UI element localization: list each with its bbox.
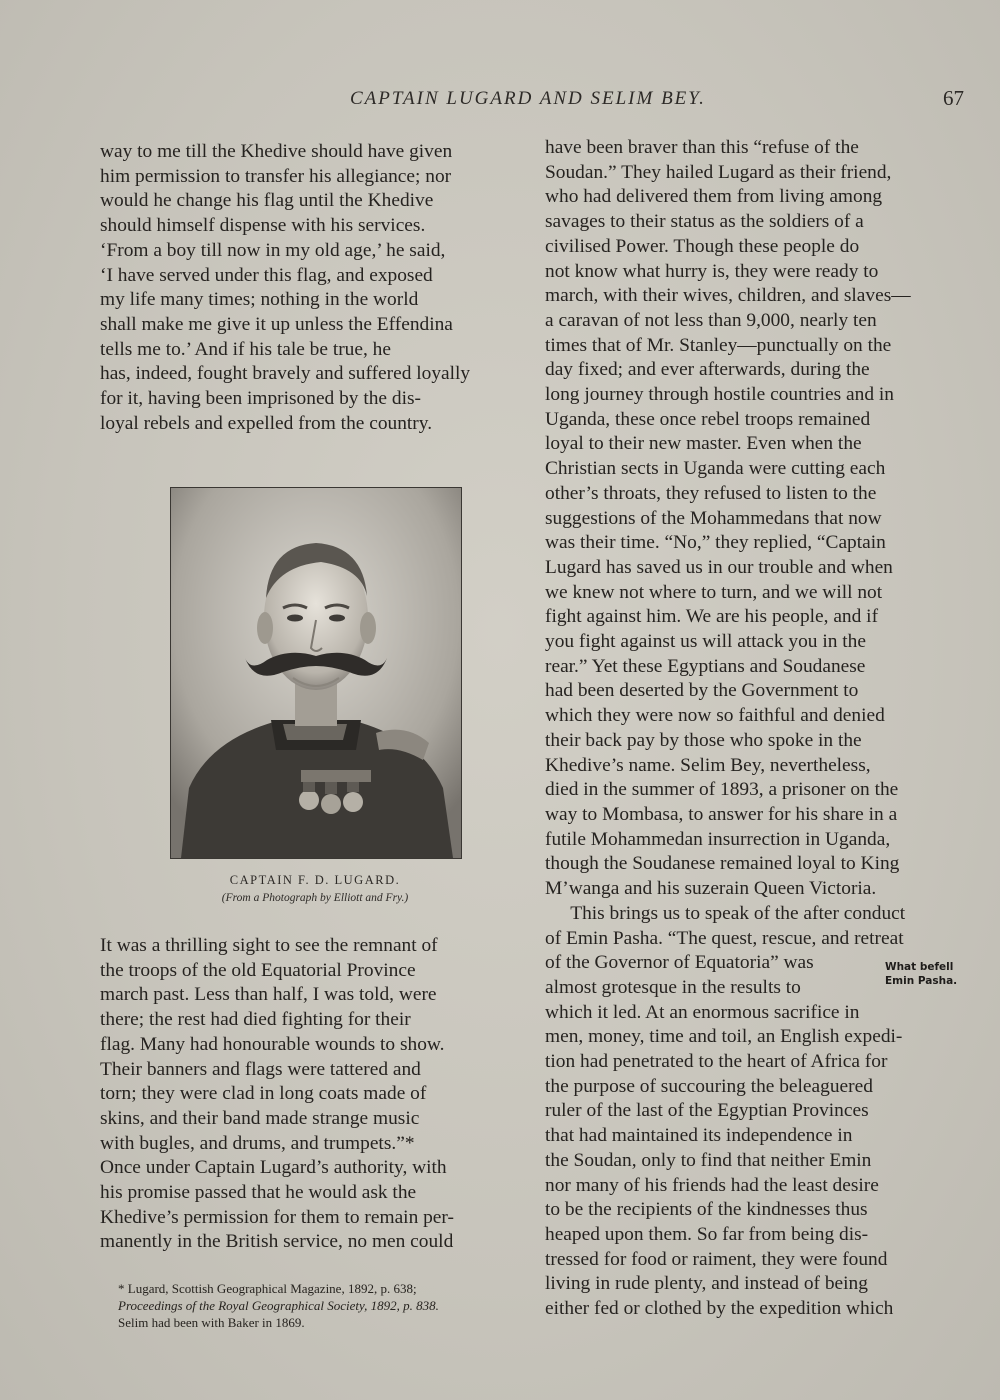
- text-line: civilised Power. Though these people do: [545, 235, 860, 257]
- text-line: the Soudan, only to find that neither Emin: [545, 1149, 872, 1171]
- text-line: would he change his flag until the Khedive: [100, 190, 434, 212]
- text-line: times that of Mr. Stanley—punctually on the: [545, 334, 892, 356]
- text-line: who had delivered them from living among: [545, 186, 883, 208]
- text-line: suggestions of the Mohammedans that now: [545, 507, 882, 529]
- text-line: him permission to transfer his allegiance; nor: [100, 165, 452, 187]
- text-line: though the Soudanese remained loyal to King: [545, 853, 900, 875]
- text-line: ruler of the last of the Egyptian Provinces: [545, 1100, 869, 1122]
- text-line: tion had penetrated to the heart of Africa for: [545, 1051, 888, 1073]
- text-line: was their time. “No,” they replied, “Captain: [545, 532, 886, 554]
- text-line: have been braver than this “refuse of the: [545, 137, 859, 158]
- text-line: Khedive’s name. Selim Bey, nevertheless,: [545, 754, 871, 776]
- text-line: way to Mombasa, to answer for his share in a: [545, 803, 898, 825]
- text-line: Soudan.” They hailed Lugard as their friend,: [545, 161, 892, 183]
- text-line: of Emin Pasha. “The quest, rescue, and retreat: [545, 927, 904, 949]
- text-line: Their banners and flags were tattered and: [100, 1058, 421, 1080]
- text-line: nor many of his friends had the least desire: [545, 1174, 879, 1196]
- text-line: Khedive’s permission for them to remain per-: [100, 1206, 454, 1228]
- text-line: Uganda, these once rebel troops remained: [545, 408, 871, 430]
- text-line: my life many times; nothing in the world: [100, 289, 419, 311]
- text-line: ‘I have served under this flag, and exposed: [100, 264, 433, 286]
- right-column: [545, 136, 970, 1322]
- text-line: tells me to.’ And if his tale be true, he: [100, 338, 391, 360]
- text-line: march past. Less than half, I was told, were: [100, 984, 437, 1006]
- text-line: his promise passed that he would ask the: [100, 1182, 417, 1204]
- text-line: which it led. At an enormous sacrifice in: [545, 1001, 860, 1023]
- text-line: the troops of the old Equatorial Province: [100, 959, 416, 981]
- text-line: of the Governor of Equatoria” was: [545, 952, 814, 974]
- text-line: Christian sects in Uganda were cutting each: [545, 458, 886, 480]
- portrait-image: [171, 488, 461, 858]
- text-line: shall make me give it up unless the Effendina: [100, 313, 453, 335]
- text-line: you fight against us will attack you in the: [545, 631, 866, 653]
- text-line: to be the recipients of the kindnesses thus: [545, 1199, 868, 1221]
- footnote-line: Selim had been with Baker in 1869.: [118, 1315, 305, 1330]
- text-line: a caravan of not less than 9,000, nearly ten: [545, 309, 877, 331]
- text-line: This brings us to speak of the after conduct: [570, 902, 906, 924]
- text-line: futile Mohammedan insurrection in Uganda,: [545, 828, 891, 850]
- text-line: rear.” Yet these Egyptians and Soudanese: [545, 655, 866, 677]
- text-line: Lugard has saved us in our trouble and when: [545, 556, 893, 578]
- text-line: M’wanga and his suzerain Queen Victoria.: [545, 878, 877, 900]
- left-column-bottom: [100, 934, 528, 1255]
- text-line: march, with their wives, children, and slaves—: [545, 285, 911, 307]
- text-line: tressed for food or raiment, they were found: [545, 1248, 888, 1270]
- text-line: skins, and their band made strange music: [100, 1107, 420, 1129]
- text-line: fight against him. We are his people, and if: [545, 606, 879, 628]
- text-line: savages to their status as the soldiers of a: [545, 211, 864, 233]
- portrait-photograph: [170, 487, 462, 859]
- marginal-note-line: Emin Pasha.: [885, 975, 958, 987]
- text-line: has, indeed, fought bravely and suffered loyally: [100, 363, 471, 385]
- text-line: with bugles, and drums, and trumpets.”*: [100, 1132, 415, 1154]
- text-line: that had maintained its independence in: [545, 1125, 853, 1147]
- text-line: day fixed; and ever afterwards, during the: [545, 359, 870, 381]
- text-line: the purpose of succouring the beleaguered: [545, 1075, 873, 1097]
- text-line: ‘From a boy till now in my old age,’ he said,: [100, 239, 446, 261]
- left-column-top: [100, 140, 525, 436]
- text-line: died in the summer of 1893, a prisoner on the: [545, 779, 899, 801]
- footnote: [118, 1280, 538, 1331]
- page-number: 67: [943, 86, 964, 110]
- text-line: loyal to their new master. Even when the: [545, 433, 862, 455]
- running-head: CAPTAIN LUGARD AND SELIM BEY.: [350, 88, 706, 109]
- text-line: should himself dispense with his services.: [100, 215, 426, 237]
- text-line: living in rude plenty, and instead of being: [545, 1273, 868, 1295]
- figure-credit: (From a Photograph by Elliott and Fry.): [221, 892, 409, 904]
- footnote-line: * Lugard, Scottish Geographical Magazine, 1892, p. 638;: [118, 1281, 417, 1296]
- text-line: way to me till the Khedive should have given: [100, 141, 453, 162]
- figure-caption: CAPTAIN F. D. LUGARD.: [229, 873, 401, 887]
- text-line: long journey through hostile countries and in: [545, 384, 894, 406]
- text-line: men, money, time and toil, an English expedi-: [545, 1026, 903, 1048]
- text-line: we knew not where to turn, and we will not: [545, 581, 883, 603]
- text-line: almost grotesque in the results to: [545, 976, 801, 998]
- text-line: not know what hurry is, they were ready to: [545, 260, 879, 282]
- text-line: for it, having been imprisoned by the dis-: [100, 388, 421, 410]
- footnote-line: Proceedings of the Royal Geographical Society, 1892, p. 838.: [118, 1298, 439, 1313]
- text-line: which they were now so faithful and denied: [545, 705, 885, 727]
- text-line: torn; they were clad in long coats made of: [100, 1083, 427, 1105]
- text-line: loyal rebels and expelled from the country.: [100, 412, 433, 434]
- text-line: manently in the British service, no men could: [100, 1231, 454, 1253]
- text-line: had been deserted by the Government to: [545, 680, 859, 702]
- text-line: either fed or clothed by the expedition which: [545, 1298, 894, 1320]
- text-line: flag. Many had honourable wounds to show.: [100, 1033, 445, 1055]
- text-line: there; the rest had died fighting for their: [100, 1009, 411, 1031]
- text-line: their back pay by those who spoke in the: [545, 729, 862, 751]
- marginal-note-line: What befell: [885, 961, 954, 973]
- marginal-note: [885, 960, 983, 988]
- text-line: Once under Captain Lugard’s authority, with: [100, 1157, 447, 1179]
- text-line: It was a thrilling sight to see the remnant of: [100, 935, 438, 956]
- text-line: heaped upon them. So far from being dis-: [545, 1223, 869, 1245]
- text-line: other’s throats, they refused to listen to the: [545, 482, 877, 504]
